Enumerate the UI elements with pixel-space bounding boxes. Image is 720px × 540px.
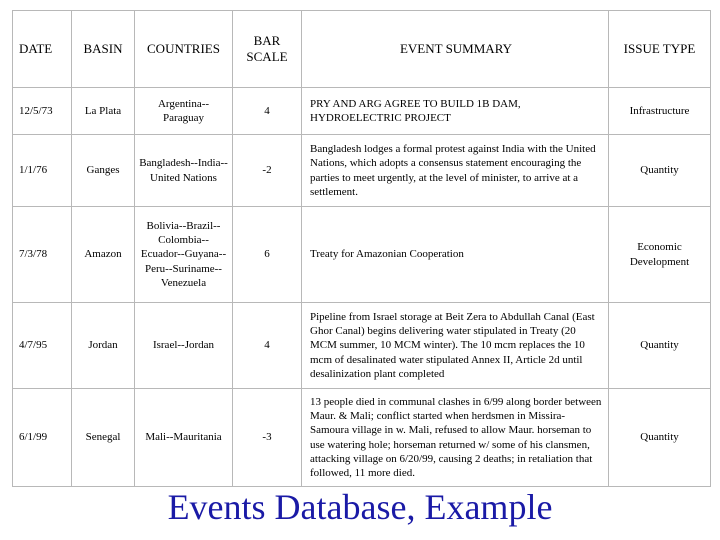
- events-table: [12, 10, 711, 487]
- header-event-summary: EVENT SUMMARY: [302, 11, 609, 88]
- cell-issue-type: Economic Development: [609, 207, 711, 303]
- cell-issue-type: Quantity: [609, 303, 711, 389]
- cell-summary: Pipeline from Israel storage at Beit Zera to Abdullah Canal (East Ghor Canal) begins delivering water stipulated in Treaty (20 MCM summer, 10 MCM winter). The 10 mcm replaces the 10 mcm of desalinated water stipulated Annex II, Article 2d until desalinization plant completed: [302, 303, 609, 389]
- cell-basin: La Plata: [72, 88, 135, 135]
- cell-basin: Senegal: [72, 389, 135, 487]
- cell-bar-scale: 4: [233, 303, 302, 389]
- cell-issue-type: Quantity: [609, 135, 711, 207]
- table-row: [13, 88, 711, 135]
- header-issue-type: ISSUE TYPE: [609, 11, 711, 88]
- header-row: [13, 11, 711, 88]
- cell-basin: Jordan: [72, 303, 135, 389]
- cell-bar-scale: 4: [233, 88, 302, 135]
- cell-countries: Mali--Mauritania: [135, 389, 233, 487]
- cell-issue-type: Quantity: [609, 389, 711, 487]
- cell-summary: 13 people died in communal clashes in 6/99 along border between Maur. & Mali; conflict started when herdsmen in Missira-Samoura village in w. Mali, refused to allow Maur. horseman to use watering hole; horseman returned w/ some of his clansmen, attacking village on 6/20/99, causing 2 deaths; in retaliation that followed, 11 more died.: [302, 389, 609, 487]
- cell-bar-scale: -2: [233, 135, 302, 207]
- cell-summary: Treaty for Amazonian Cooperation: [302, 207, 609, 303]
- cell-date: 7/3/78: [13, 207, 72, 303]
- cell-date: 1/1/76: [13, 135, 72, 207]
- table-row: [13, 207, 711, 303]
- cell-basin: Ganges: [72, 135, 135, 207]
- cell-countries: Israel--Jordan: [135, 303, 233, 389]
- table-row: [13, 135, 711, 207]
- cell-basin: Amazon: [72, 207, 135, 303]
- cell-bar-scale: 6: [233, 207, 302, 303]
- cell-bar-scale: -3: [233, 389, 302, 487]
- cell-countries: Argentina--Paraguay: [135, 88, 233, 135]
- cell-date: 4/7/95: [13, 303, 72, 389]
- header-bar-scale: BAR SCALE: [233, 11, 302, 88]
- table-row: [13, 303, 711, 389]
- cell-summary: Bangladesh lodges a formal protest against India with the United Nations, which adopts a consensus statement encouraging the parties to meet urgently, at the level of minister, to arrive at a settlement.: [302, 135, 609, 207]
- header-countries: COUNTRIES: [135, 11, 233, 88]
- header-basin: BASIN: [72, 11, 135, 88]
- header-date: DATE: [13, 11, 72, 88]
- cell-issue-type: Infrastructure: [609, 88, 711, 135]
- cell-summary: PRY AND ARG AGREE TO BUILD 1B DAM, HYDROELECTRIC PROJECT: [302, 88, 609, 135]
- cell-date: 6/1/99: [13, 389, 72, 487]
- cell-date: 12/5/73: [13, 88, 72, 135]
- table-row: [13, 389, 711, 487]
- slide-caption: Events Database, Example: [167, 487, 553, 527]
- cell-countries: Bolivia--Brazil--Colombia--Ecuador--Guyana--Peru--Suriname--Venezuela: [135, 207, 233, 303]
- cell-countries: Bangladesh--India--United Nations: [135, 135, 233, 207]
